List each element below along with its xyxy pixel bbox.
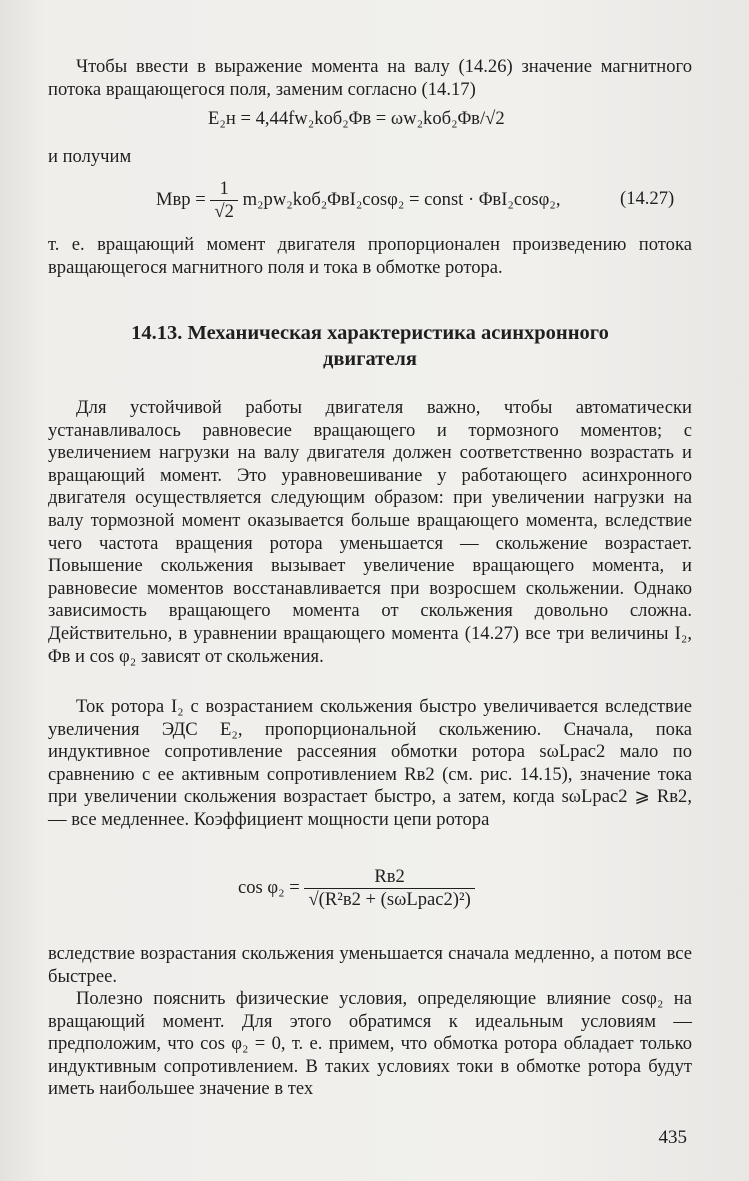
equation-mvr bbox=[156, 178, 561, 222]
body-paragraph-1: Для устойчивой работы двигателя важно, чтобы автоматически устанавливалось равновесие вращающего и тормозного моментов; с увеличением нагрузки на валу двигателя должен соответственно возрастать и вращающий момент. Это уравновешивание у работающего асинхронного двигателя осуществляется следующим образом: при увеличении нагрузки на валу тормозной момент оказывается больше вращающего момента, вследствие чего частота вращения ротора уменьшается — скольжение возрастает. Повышение скольжения вызывает увеличение вращающего момента, и равновесие моментов восстанавливается при возросшем скольжении. Однако зависимость вращающего момента от скольжения довольно сложна. Действительно, в уравнении вращающего момента (14.27) все три величины I₂, Φв и cos φ₂ зависят от скольжения. bbox=[48, 397, 692, 667]
fraction-denominator: √2 bbox=[214, 201, 234, 222]
equation-cos-phi bbox=[238, 866, 475, 911]
body-paragraph-4: Полезно пояснить физические условия, определяющие влияние cosφ₂ на вращающий момент. Для этого обратимся к идеальным условиям — предположим, что cos φ₂ = 0, т. е. примем, что обмотка ротора обладает только индуктивным сопротивлением. В таких условиях токи в обмотке ротора будут иметь наибольшее значение в тех bbox=[48, 988, 692, 1100]
equation-mvr-left: Mвр = bbox=[156, 188, 206, 210]
cos-fraction-numerator: Rв2 bbox=[304, 866, 474, 889]
equation-cos-phi-fraction bbox=[304, 866, 474, 911]
equation-number-14-27: (14.27) bbox=[620, 188, 675, 209]
section-title bbox=[48, 320, 692, 372]
conclusion-paragraph: т. е. вращающий момент двигателя пропорционален произведению потока вращающегося магнитного поля и тока в обмотке ротора. bbox=[48, 234, 692, 278]
and-get-text: и получим bbox=[48, 146, 132, 167]
page-number: 435 bbox=[658, 1127, 687, 1148]
body-paragraph-3: вследствие возрастания скольжения уменьшается сначала медленно, а потом все быстрее. bbox=[48, 943, 692, 987]
fraction-numerator: 1 bbox=[210, 178, 238, 201]
equation-mvr-fraction bbox=[210, 178, 238, 223]
section-title-line1: 14.13. Механическая характеристика асинхронного bbox=[131, 322, 609, 344]
intro-paragraph: Чтобы ввести в выражение момента на валу (14.26) значение магнитного потока вращающегося поля, заменим согласно (14.17) bbox=[48, 56, 692, 100]
body-paragraph-2: Ток ротора I₂ с возрастанием скольжения быстро увеличивается вследствие увеличения ЭДС E₂, пропорциональной скольжению. Сначала, пока индуктивное сопротивление рассеяния обмотки ротора sωLрас2 мало по сравнению с ее активным сопротивлением Rв2 (см. рис. 14.15), значение тока при увеличении скольжения возрастает быстро, а затем, когда sωLрас2 ⩾ Rв2, — все медленнее. Коэффициент мощности цепи ротора bbox=[48, 696, 692, 830]
section-title-line2: двигателя bbox=[322, 348, 418, 370]
equation-mvr-right: m₂pw₂kоб₂ΦвI₂cosφ₂ = const · ΦвI₂cosφ₂, bbox=[242, 188, 561, 210]
cos-fraction-denominator: √(R²в2 + (sωLрас2)²) bbox=[308, 889, 471, 910]
equation-e2h: E₂н = 4,44fw₂kоб₂Φв = ωw₂kоб₂Φв/√2 bbox=[208, 108, 505, 129]
equation-cos-phi-left: cos φ₂ = bbox=[238, 876, 300, 898]
